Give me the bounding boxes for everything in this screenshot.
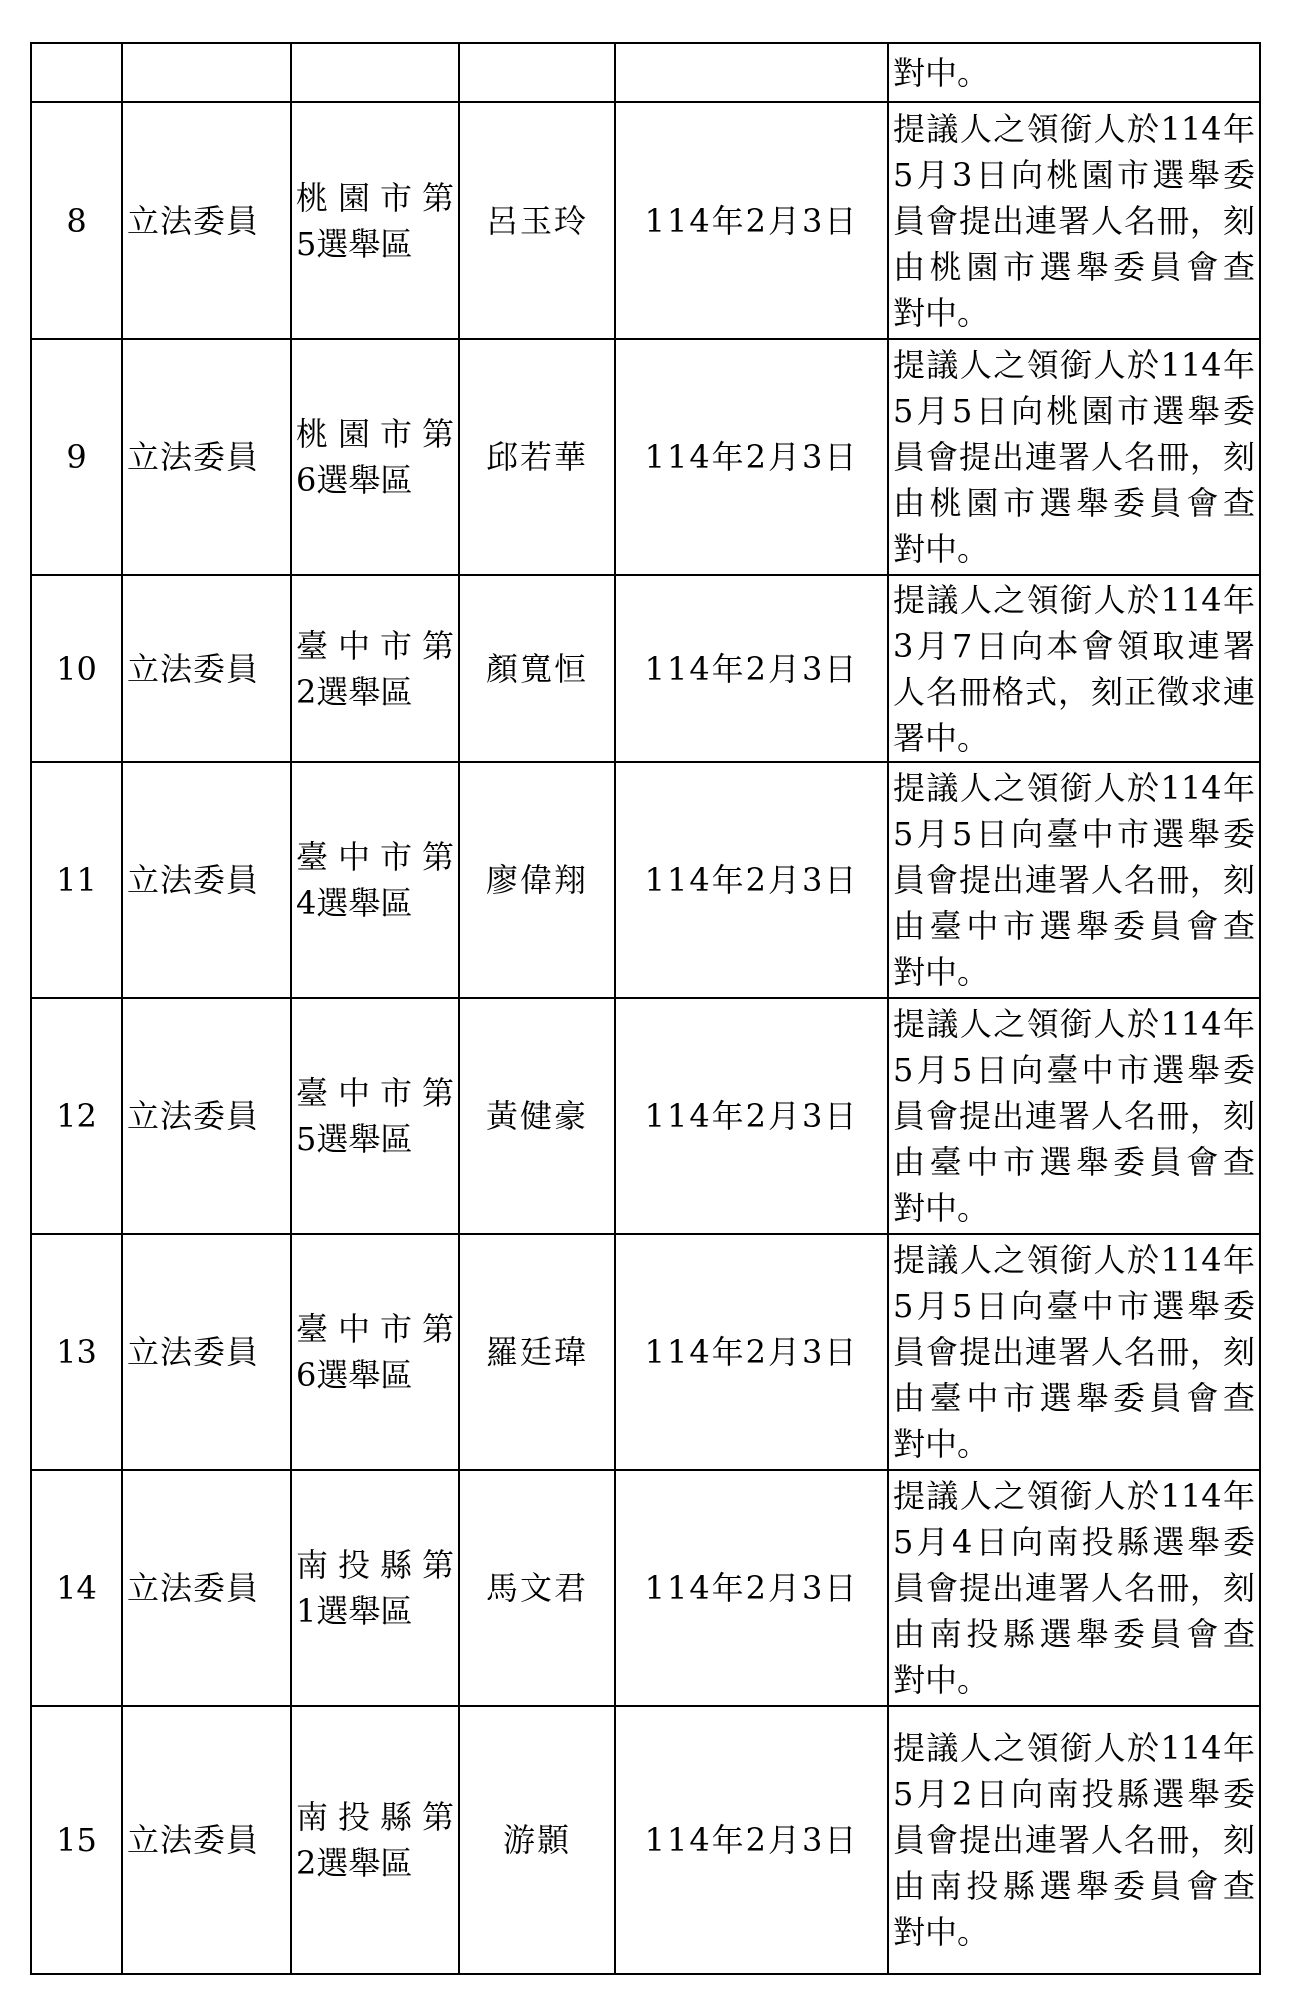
row-number-cell: 9 — [31, 339, 122, 575]
status-line: 提議人之領銜人於114年 — [893, 769, 1255, 807]
status-line: 提議人之領銜人於114年 — [893, 1241, 1255, 1279]
status-line: 員會提出連署人名冊，刻 — [893, 1333, 1255, 1371]
status-line: 對中。 — [893, 1661, 990, 1699]
electoral-district-cell — [291, 575, 459, 762]
legislator-name-cell — [459, 43, 615, 102]
date-cell: 114年2月3日 — [615, 1470, 888, 1706]
date-cell: 114年2月3日 — [615, 1706, 888, 1974]
status-cell — [888, 575, 1260, 762]
table-row — [31, 998, 1260, 1234]
legislator-name-cell: 廖偉翔 — [459, 762, 615, 998]
row-number-cell: 10 — [31, 575, 122, 762]
date-cell: 114年2月3日 — [615, 339, 888, 575]
status-line: 提議人之領銜人於114年 — [893, 109, 1255, 148]
office-title-cell: 立法委員 — [122, 575, 291, 762]
status-line: 對中。 — [893, 293, 990, 332]
district-line: 6選舉區 — [296, 1356, 413, 1394]
status-line: 員會提出連署人名冊，刻 — [893, 1569, 1255, 1607]
date-cell — [615, 43, 888, 102]
status-line: 由南投縣選舉委員會查 — [893, 1867, 1255, 1905]
status-line: 5月5日向桃園市選舉委 — [893, 392, 1255, 430]
date-cell: 114年2月3日 — [615, 575, 888, 762]
table-row — [31, 1234, 1260, 1470]
table-row — [31, 575, 1260, 762]
status-cell — [888, 998, 1260, 1234]
table-row — [31, 1470, 1260, 1706]
status-line: 3月7日向本會領取連署 — [893, 626, 1255, 665]
table-row — [31, 762, 1260, 998]
status-line: 5月3日向桃園市選舉委 — [893, 155, 1255, 194]
status-line: 5月5日向臺中市選舉委 — [893, 1051, 1255, 1089]
district-line: 5選舉區 — [296, 224, 413, 263]
row-number-cell — [31, 43, 122, 102]
row-number-cell: 12 — [31, 998, 122, 1234]
recall-petition-table — [30, 42, 1261, 1975]
date-cell: 114年2月3日 — [615, 1234, 888, 1470]
status-cell — [888, 43, 1260, 102]
status-line: 對中。 — [893, 530, 990, 568]
status-line: 由桃園市選舉委員會查 — [893, 247, 1255, 286]
district-line: 桃園市第 — [296, 178, 454, 217]
district-line: 臺中市第 — [296, 1310, 454, 1348]
district-line: 2選舉區 — [296, 1844, 413, 1882]
electoral-district-cell — [291, 762, 459, 998]
office-title-cell — [122, 43, 291, 102]
district-line: 5選舉區 — [296, 1120, 413, 1158]
electoral-district-cell — [291, 102, 459, 339]
legislator-name-cell: 邱若華 — [459, 339, 615, 575]
district-line: 1選舉區 — [296, 1592, 413, 1630]
status-line: 員會提出連署人名冊，刻 — [893, 201, 1255, 240]
electoral-district-cell — [291, 998, 459, 1234]
status-line: 對中。 — [893, 1913, 990, 1951]
status-line: 由南投縣選舉委員會查 — [893, 1615, 1255, 1653]
legislator-name-cell: 顏寬恒 — [459, 575, 615, 762]
legislator-name-cell: 呂玉玲 — [459, 102, 615, 339]
office-title-cell: 立法委員 — [122, 1706, 291, 1974]
status-line: 提議人之領銜人於114年 — [893, 1005, 1255, 1043]
district-line: 臺中市第 — [296, 626, 454, 665]
status-line: 提議人之領銜人於114年 — [893, 580, 1255, 619]
status-line: 署中。 — [893, 718, 990, 757]
status-line: 對中。 — [893, 1189, 990, 1227]
status-line: 人名冊格式，刻正徵求連 — [893, 672, 1255, 711]
status-line: 5月5日向臺中市選舉委 — [893, 815, 1255, 853]
electoral-district-cell — [291, 339, 459, 575]
electoral-district-cell — [291, 1706, 459, 1974]
status-cell — [888, 762, 1260, 998]
table-row — [31, 102, 1260, 339]
office-title-cell: 立法委員 — [122, 762, 291, 998]
status-line: 提議人之領銜人於114年 — [893, 346, 1255, 384]
row-number-cell: 14 — [31, 1470, 122, 1706]
status-cell — [888, 1470, 1260, 1706]
status-cell — [888, 339, 1260, 575]
office-title-cell: 立法委員 — [122, 1470, 291, 1706]
legislator-name-cell: 羅廷瑋 — [459, 1234, 615, 1470]
office-title-cell: 立法委員 — [122, 1234, 291, 1470]
row-number-cell: 15 — [31, 1706, 122, 1974]
table-row — [31, 43, 1260, 102]
date-cell: 114年2月3日 — [615, 102, 888, 339]
status-line: 員會提出連署人名冊，刻 — [893, 861, 1255, 899]
status-line: 5月5日向臺中市選舉委 — [893, 1287, 1255, 1325]
electoral-district-cell — [291, 1470, 459, 1706]
date-cell: 114年2月3日 — [615, 998, 888, 1234]
status-line: 員會提出連署人名冊，刻 — [893, 1821, 1255, 1859]
status-cell — [888, 1234, 1260, 1470]
district-line: 2選舉區 — [296, 672, 413, 711]
office-title-cell: 立法委員 — [122, 102, 291, 339]
district-line: 南投縣第 — [296, 1798, 454, 1836]
status-line: 員會提出連署人名冊，刻 — [893, 438, 1255, 476]
status-cell — [888, 102, 1260, 339]
status-line: 由桃園市選舉委員會查 — [893, 484, 1255, 522]
district-line: 臺中市第 — [296, 838, 454, 876]
office-title-cell: 立法委員 — [122, 998, 291, 1234]
district-line: 4選舉區 — [296, 884, 413, 922]
status-line: 由臺中市選舉委員會查 — [893, 1379, 1255, 1417]
row-number-cell: 13 — [31, 1234, 122, 1470]
status-cell — [888, 1706, 1260, 1974]
status-line: 提議人之領銜人於114年 — [893, 1729, 1255, 1767]
status-line: 提議人之領銜人於114年 — [893, 1477, 1255, 1515]
status-line: 對中。 — [893, 53, 990, 92]
status-line: 對中。 — [893, 1425, 990, 1463]
district-line: 桃園市第 — [296, 415, 454, 453]
status-line: 由臺中市選舉委員會查 — [893, 907, 1255, 945]
table-row — [31, 339, 1260, 575]
table-body — [31, 43, 1260, 1974]
legislator-name-cell: 黃健豪 — [459, 998, 615, 1234]
district-line: 6選舉區 — [296, 461, 413, 499]
office-title-cell: 立法委員 — [122, 339, 291, 575]
electoral-district-cell — [291, 1234, 459, 1470]
status-line: 員會提出連署人名冊，刻 — [893, 1097, 1255, 1135]
row-number-cell: 8 — [31, 102, 122, 339]
district-line: 臺中市第 — [296, 1074, 454, 1112]
row-number-cell: 11 — [31, 762, 122, 998]
status-line: 由臺中市選舉委員會查 — [893, 1143, 1255, 1181]
status-line: 5月4日向南投縣選舉委 — [893, 1523, 1255, 1561]
electoral-district-cell — [291, 43, 459, 102]
date-cell: 114年2月3日 — [615, 762, 888, 998]
district-line: 南投縣第 — [296, 1546, 454, 1584]
status-line: 對中。 — [893, 953, 990, 991]
legislator-name-cell: 游顥 — [459, 1706, 615, 1974]
legislator-name-cell: 馬文君 — [459, 1470, 615, 1706]
table-row — [31, 1706, 1260, 1974]
status-line: 5月2日向南投縣選舉委 — [893, 1775, 1255, 1813]
